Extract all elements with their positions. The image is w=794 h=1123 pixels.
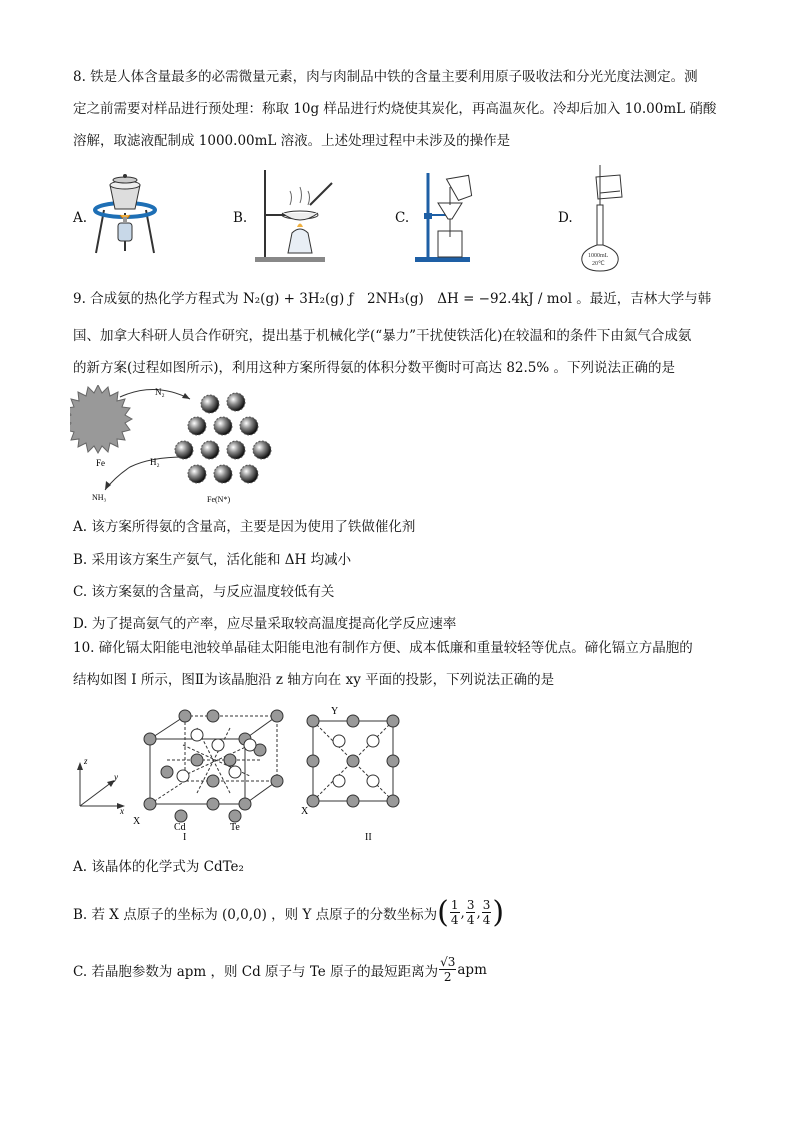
q10-text-line1: 10. 碲化镉太阳能电池较单晶硅太阳能电池有制作方便、成本低廉和重量较轻等优点。碲化镉立方晶胞的: [73, 640, 693, 656]
point-y-label: Y: [331, 706, 339, 717]
fe-label: Fe: [96, 458, 105, 468]
q10-option-a: A. 该晶体的化学式为 CdTe₂: [73, 859, 244, 875]
q9-option-d: D. 为了提高氨气的产率，应尽量采取较高温度提高化学反应速率: [73, 616, 457, 632]
q8-text-line1: 8. 铁是人体含量最多的必需微量元素，肉与肉制品中铁的含量主要利用原子吸收法和分光光度法测定。测: [73, 69, 698, 85]
q8-text-line3: 溶解，取滤液配制成 1000.00mL 溶液。上述处理过程中未涉及的操作是: [73, 133, 511, 149]
te-legend-icon: [229, 810, 241, 822]
figure-II-label: II: [365, 832, 372, 840]
q8-option-a-label: A.: [73, 210, 88, 226]
q9-option-b: B. 采用该方案生产氨气，活化能和 ΔH 均减小: [73, 552, 352, 568]
q10-option-c-text: C. 若晶胞参数为 apm ，则 Cd 原子与 Te 原子的最短距离为: [73, 963, 439, 980]
q10-option-c-unit: apm: [457, 961, 487, 978]
paren-open: (: [437, 895, 449, 930]
cd-legend-label: Cd: [174, 822, 186, 833]
q10-option-b-text: B. 若 X 点原子的坐标为 (0,0,0) ，则 Y 点原子的分数坐标为: [73, 906, 438, 923]
axis-y-label: y: [114, 772, 118, 782]
point-x-label-fig1: X: [133, 816, 141, 827]
flask-temp-label: 20℃: [592, 261, 605, 267]
unit-cell-I: [150, 716, 277, 804]
q8-option-c-label: C.: [395, 210, 410, 226]
crucible-heating-icon: [90, 165, 160, 255]
ammonia-synthesis-diagram: [70, 385, 290, 510]
evaporation-dish-icon: [250, 165, 340, 265]
q9-text-line1: 9. 合成氨的热化学方程式为 N₂(g) + 3H₂(g) ƒ 2NH₃(g) ΔH = −92.4kJ / mol 。最近，吉林大学与韩: [73, 291, 712, 307]
h2-label: H₂: [150, 457, 160, 467]
cdte-crystal-figure: [70, 700, 440, 840]
paren-close: ): [492, 895, 505, 930]
filtration-icon: [410, 165, 480, 265]
q10-option-c: [73, 955, 487, 984]
n2-label: N₂: [155, 387, 165, 397]
axis-indicator: [77, 756, 125, 816]
projection-II: [301, 706, 399, 840]
q9-text-line3: 的新方案(过程如图所示)，利用这种方案所得氨的体积分数平衡时可高达 82.5% 。下列说法正确的是: [73, 360, 676, 376]
figure-I-label: I: [183, 832, 187, 840]
q8-option-d-label: D.: [558, 210, 573, 226]
q9-text-line2: 国、加拿大科研人员合作研究，提出基于机械化学(“暴力”干扰使铁活化)在较温和的条件下由氮气合成氨: [73, 328, 692, 344]
q10-option-b: B. 若 X 点原子的坐标为 (0,0,0) ，则 Y 点原子的分数坐标为 ( $\frac{1}{4}$ , $\frac{3}{4}$ , $\frac{3}{4}$ ): [73, 895, 505, 930]
fe-n-cluster: [175, 393, 271, 483]
fe-n-label: Fe(N*): [207, 495, 231, 504]
q8-option-b-label: B.: [233, 210, 248, 226]
q9-option-a: A. 该方案所得氨的含量高，主要是因为使用了铁做催化剂: [73, 519, 416, 535]
axis-z-label: z: [84, 756, 88, 766]
sqrt3-over-2: $\frac{√3}{2}$: [440, 955, 456, 984]
frac-2: $\frac{3}{4}$: [466, 898, 475, 927]
te-legend-label: Te: [230, 822, 240, 833]
fe-particle-icon: [70, 385, 132, 453]
frac-1: $\frac{1}{4}$: [450, 898, 459, 927]
volumetric-flask-transfer-icon: [578, 163, 648, 273]
cd-legend-icon: [175, 810, 187, 822]
q8-text-line2: 定之前需要对样品进行预处理：称取 10g 样品进行灼烧使其炭化，再高温灰化。冷却后加入 10.00mL 硝酸: [73, 101, 717, 117]
nh3-label: NH₃: [92, 493, 107, 502]
frac-3: $\frac{3}{4}$: [482, 898, 491, 927]
q9-option-c: C. 该方案氨的含量高，与反应温度较低有关: [73, 584, 335, 600]
q10-text-line2: 结构如图 I 所示，图Ⅱ为该晶胞沿 z 轴方向在 xy 平面的投影，下列说法正确的是: [73, 672, 555, 688]
point-x-label-fig2: X: [301, 806, 309, 817]
flask-capacity-label: 1000mL: [588, 253, 609, 259]
axis-x-label: x: [120, 806, 124, 816]
